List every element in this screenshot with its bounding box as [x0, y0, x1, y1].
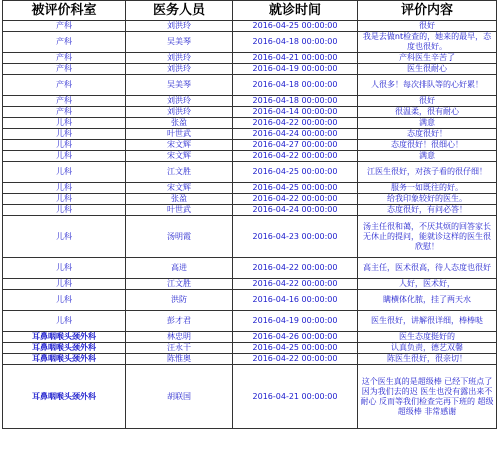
dept-cell: 儿科 [3, 258, 126, 279]
time-cell: 2016-04-18 00:00:00 [233, 96, 358, 107]
comment-cell: 态度很好！ [358, 129, 497, 140]
staff-cell: 汤明霞 [126, 216, 233, 258]
time-cell: 2016-04-22 00:00:00 [233, 354, 358, 365]
dept-cell: 产科 [3, 75, 126, 96]
time-cell: 2016-04-25 00:00:00 [233, 162, 358, 183]
comment-cell: 人好，医术好， [358, 279, 497, 290]
dept-cell: 产科 [3, 53, 126, 64]
table-row [3, 129, 497, 140]
table-row [3, 53, 497, 64]
comment-cell: 给我印象较好的医生。 [358, 194, 497, 205]
dept-cell: 儿科 [3, 129, 126, 140]
comment-cell: 江医生很好，对孩子看的很仔细！ [358, 162, 497, 183]
staff-cell: 叶世武 [126, 205, 233, 216]
staff-cell: 吴美琴 [126, 32, 233, 53]
staff-cell: 刘洪玲 [126, 53, 233, 64]
time-cell: 2016-04-22 00:00:00 [233, 151, 358, 162]
table-row [3, 343, 497, 354]
time-cell: 2016-04-23 00:00:00 [233, 216, 358, 258]
comment-cell: 满意 [358, 118, 497, 129]
table-row [3, 279, 497, 290]
dept-cell: 儿科 [3, 118, 126, 129]
staff-cell: 胡联国 [126, 365, 233, 429]
time-cell: 2016-04-26 00:00:00 [233, 332, 358, 343]
dept-cell: 儿科 [3, 205, 126, 216]
table-row [3, 107, 497, 118]
table-row [3, 75, 497, 96]
time-cell: 2016-04-18 00:00:00 [233, 32, 358, 53]
table-row [3, 258, 497, 279]
staff-cell: 刘洪玲 [126, 96, 233, 107]
staff-cell: 宋文辉 [126, 151, 233, 162]
dept-cell: 儿科 [3, 151, 126, 162]
staff-cell: 高进 [126, 258, 233, 279]
comment-cell: 医生很耐心 [358, 64, 497, 75]
table-row [3, 162, 497, 183]
table-row [3, 151, 497, 162]
comment-cell: 医生很好，讲解很详细，棒棒哒 [358, 311, 497, 332]
comment-cell: 人很多！每次排队等的心好累！ [358, 75, 497, 96]
time-cell: 2016-04-14 00:00:00 [233, 107, 358, 118]
comment-cell: 很好 [358, 96, 497, 107]
header-staff: 医务人员 [126, 1, 233, 21]
table-row [3, 332, 497, 343]
dept-cell: 儿科 [3, 290, 126, 311]
time-cell: 2016-04-24 00:00:00 [233, 205, 358, 216]
table-row [3, 96, 497, 107]
time-cell: 2016-04-21 00:00:00 [233, 53, 358, 64]
comment-cell: 满意 [358, 151, 497, 162]
dept-cell: 耳鼻咽喉头颈外科 [3, 365, 126, 429]
dept-cell: 儿科 [3, 162, 126, 183]
dept-cell: 儿科 [3, 183, 126, 194]
comment-cell: 这个医生真的是超级棒 已经下班点了 因为我们去的迟 医生也没有露出来不耐心 反而等我们检查完再下班的 超级超级棒 非常感谢 [358, 365, 497, 429]
staff-cell: 吴美琴 [126, 75, 233, 96]
table-row [3, 290, 497, 311]
time-cell: 2016-04-22 00:00:00 [233, 258, 358, 279]
staff-cell: 宋文辉 [126, 183, 233, 194]
header-comment: 评价内容 [358, 1, 497, 21]
time-cell: 2016-04-25 00:00:00 [233, 21, 358, 32]
dept-cell: 产科 [3, 21, 126, 32]
dept-cell: 产科 [3, 96, 126, 107]
header-time: 就诊时间 [233, 1, 358, 21]
staff-cell: 彭才君 [126, 311, 233, 332]
evaluation-table [2, 0, 497, 429]
time-cell: 2016-04-21 00:00:00 [233, 365, 358, 429]
dept-cell: 儿科 [3, 216, 126, 258]
comment-cell: 陈医生很好，很亲切！ [358, 354, 497, 365]
staff-cell: 张盈 [126, 194, 233, 205]
table-row [3, 64, 497, 75]
staff-cell: 刘洪玲 [126, 64, 233, 75]
table-row [3, 32, 497, 53]
table-row [3, 311, 497, 332]
comment-cell: 认真负责，德艺双馨 [358, 343, 497, 354]
staff-cell: 江文胜 [126, 162, 233, 183]
dept-cell: 产科 [3, 64, 126, 75]
time-cell: 2016-04-19 00:00:00 [233, 311, 358, 332]
table-row [3, 118, 497, 129]
header-row [3, 1, 497, 21]
staff-cell: 刘洪玲 [126, 21, 233, 32]
comment-cell: 产科医生辛苦了 [358, 53, 497, 64]
staff-cell: 刘洪玲 [126, 107, 233, 118]
dept-cell: 儿科 [3, 194, 126, 205]
staff-cell: 林忠明 [126, 332, 233, 343]
table-row [3, 205, 497, 216]
table-row [3, 216, 497, 258]
time-cell: 2016-04-18 00:00:00 [233, 75, 358, 96]
table-row [3, 140, 497, 151]
staff-cell: 江文胜 [126, 279, 233, 290]
staff-cell: 汪永干 [126, 343, 233, 354]
staff-cell: 陈惟奥 [126, 354, 233, 365]
time-cell: 2016-04-22 00:00:00 [233, 118, 358, 129]
comment-cell: 很好 [358, 21, 497, 32]
dept-cell: 儿科 [3, 279, 126, 290]
time-cell: 2016-04-27 00:00:00 [233, 140, 358, 151]
table-row [3, 354, 497, 365]
comment-cell: 态度很好，有问必答！ [358, 205, 497, 216]
staff-cell: 张盈 [126, 118, 233, 129]
dept-cell: 耳鼻咽喉头颈外科 [3, 343, 126, 354]
dept-cell: 产科 [3, 32, 126, 53]
dept-cell: 耳鼻咽喉头颈外科 [3, 332, 126, 343]
comment-cell: 我是去做nt检查的，她来的最早，态度也很好。 [358, 32, 497, 53]
dept-cell: 儿科 [3, 311, 126, 332]
time-cell: 2016-04-25 00:00:00 [233, 183, 358, 194]
time-cell: 2016-04-22 00:00:00 [233, 194, 358, 205]
table-row [3, 365, 497, 429]
time-cell: 2016-04-22 00:00:00 [233, 279, 358, 290]
dept-cell: 耳鼻咽喉头颈外科 [3, 354, 126, 365]
time-cell: 2016-04-25 00:00:00 [233, 343, 358, 354]
comment-cell: 服务一如既往的好。 [358, 183, 497, 194]
dept-cell: 儿科 [3, 140, 126, 151]
table-row [3, 194, 497, 205]
comment-cell: 医生态度挺好的 [358, 332, 497, 343]
header-dept: 被评价科室 [3, 1, 126, 21]
staff-cell: 洪防 [126, 290, 233, 311]
time-cell: 2016-04-19 00:00:00 [233, 64, 358, 75]
time-cell: 2016-04-16 00:00:00 [233, 290, 358, 311]
dept-cell: 产科 [3, 107, 126, 118]
comment-cell: 瞒横体化脓，挂了两天水 [358, 290, 497, 311]
table-row [3, 21, 497, 32]
comment-cell: 高主任，医术很高，待人态度也很好 [358, 258, 497, 279]
time-cell: 2016-04-24 00:00:00 [233, 129, 358, 140]
staff-cell: 叶世武 [126, 129, 233, 140]
comment-cell: 汤主任很和蔼，不厌其烦的回答家长无休止的提问，能就诊这样的医生很 欣慰！ [358, 216, 497, 258]
staff-cell: 宋文辉 [126, 140, 233, 151]
comment-cell: 很温柔，很有耐心 [358, 107, 497, 118]
comment-cell: 态度很好！很细心！ [358, 140, 497, 151]
table-row [3, 183, 497, 194]
